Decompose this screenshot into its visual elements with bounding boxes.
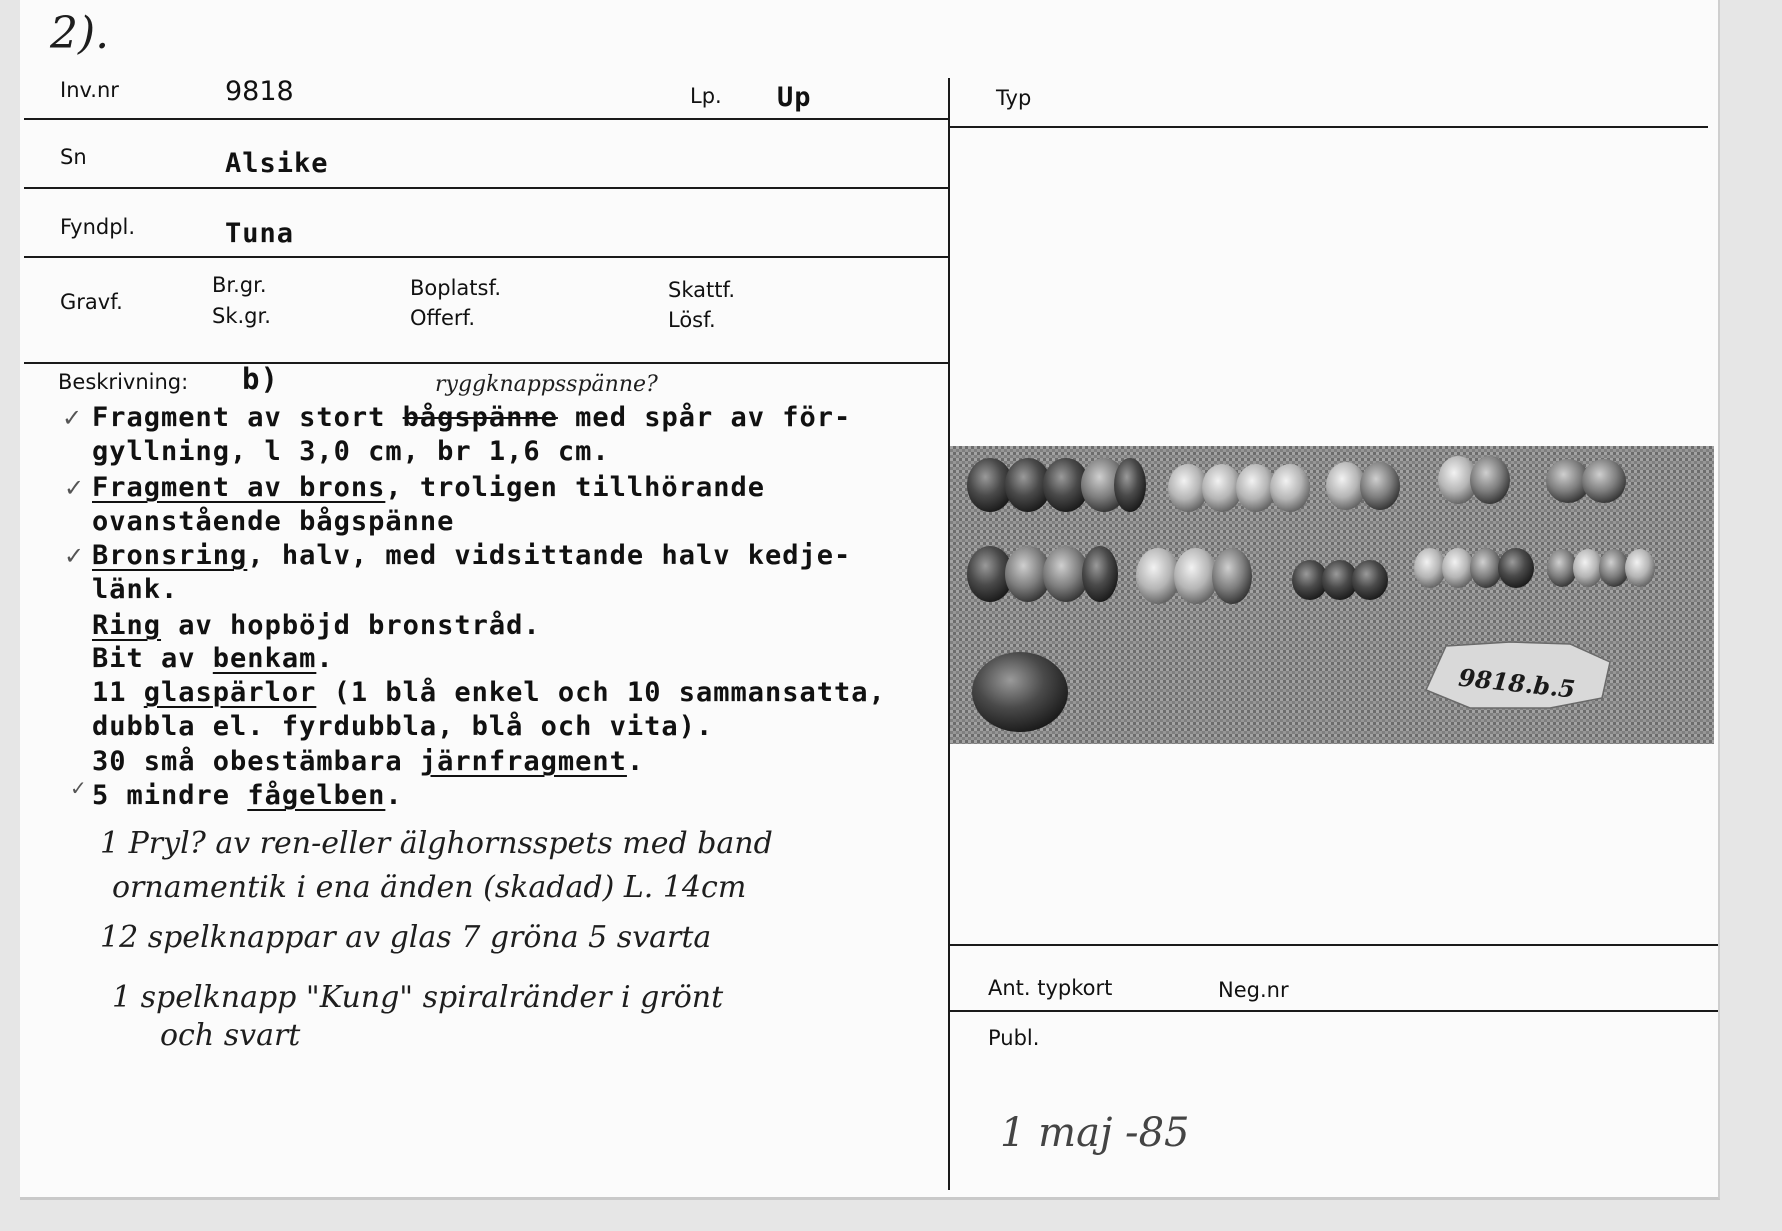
- handwritten-line-2: ornamentik i ena änden (skadad) L. 14cm: [112, 870, 747, 905]
- ant-typkort-label: Ant. typkort: [988, 976, 1113, 1000]
- check-mark: ✓: [64, 474, 85, 502]
- desc-line-8: Bit av benkam.: [92, 643, 334, 674]
- lp-value: Up: [777, 82, 812, 113]
- check-mark: ✓: [70, 776, 87, 800]
- fyndpl-label: Fyndpl.: [60, 215, 136, 239]
- sk-gr-label: Sk.gr.: [212, 304, 271, 328]
- typ-label: Typ: [996, 86, 1032, 110]
- skattf-label: Skattf.: [668, 278, 735, 302]
- boplatsf-label: Boplatsf.: [410, 276, 502, 300]
- handwritten-line-5: och svart: [160, 1018, 301, 1053]
- rule-header: [24, 118, 948, 120]
- offerf-label: Offerf.: [410, 306, 476, 330]
- description-section: b): [242, 362, 279, 396]
- handwritten-line-4: 1 spelknapp "Kung" spiralränder i grönt: [112, 980, 724, 1015]
- desc-line-6: länk.: [92, 574, 179, 605]
- desc-line-9: 11 glaspärlor (1 blå enkel och 10 sammansatta,: [92, 677, 886, 708]
- check-mark: ✓: [64, 542, 85, 570]
- date-note: 1 maj -85: [1000, 1110, 1190, 1156]
- description-label: Beskrivning:: [58, 370, 189, 394]
- desc-line-2: gyllning, l 3,0 cm, br 1,6 cm.: [92, 436, 610, 467]
- rule-ant: [950, 1010, 1718, 1012]
- losf-label: Lösf.: [668, 308, 716, 332]
- single-bead: [972, 652, 1068, 732]
- publ-label: Publ.: [988, 1026, 1040, 1050]
- rule-gravf: [24, 362, 948, 364]
- rule-fyndpl: [24, 256, 948, 258]
- neg-nr-label: Neg.nr: [1218, 978, 1289, 1002]
- desc-line-10: dubbla el. fyrdubbla, blå och vita).: [92, 711, 714, 742]
- desc-line-3: Fragment av brons, troligen tillhörande: [92, 472, 765, 503]
- inv-nr-label: Inv.nr: [60, 78, 119, 102]
- photo-label-tag: [1426, 642, 1610, 708]
- rule-sn: [24, 187, 948, 189]
- bead-group: [967, 458, 1146, 512]
- desc-line-11: 30 små obestämbara järnfragment.: [92, 746, 645, 777]
- desc-line-4: ovanstående bågspänne: [92, 506, 455, 537]
- sn-label: Sn: [60, 145, 87, 169]
- bead-group: [967, 546, 1118, 602]
- annotation-ryggknappsspanne: ryggknappsspänne?: [435, 372, 658, 397]
- inv-nr-value: 9818: [225, 76, 294, 107]
- handwritten-line-1: 1 Pryl? av ren-eller älghornsspets med band: [100, 826, 773, 861]
- br-gr-label: Br.gr.: [212, 273, 267, 297]
- artifact-photo: [950, 446, 1714, 744]
- sn-value: Alsike: [225, 148, 329, 179]
- desc-line-12: 5 mindre fågelben.: [92, 780, 403, 811]
- desc-line-1: Fragment av stort bågspänne med spår av för-: [92, 402, 852, 433]
- handwritten-line-3: 12 spelknappar av glas 7 gröna 5 svarta: [100, 920, 712, 955]
- desc-line-5: Bronsring, halv, med vidsittande halv kedje-: [92, 540, 852, 571]
- rule-photo-bottom: [950, 944, 1718, 946]
- fyndpl-value: Tuna: [225, 218, 295, 249]
- gravf-label: Gravf.: [60, 290, 123, 314]
- photo-label-text: 9818.b.5: [1457, 662, 1577, 704]
- lp-label: Lp.: [690, 84, 722, 108]
- rule-typ: [950, 126, 1708, 128]
- corner-mark: 2).: [50, 8, 110, 59]
- desc-line-7: Ring av hopböjd bronstråd.: [92, 610, 541, 641]
- bead-group: [1136, 548, 1252, 604]
- check-mark: ✓: [62, 404, 83, 432]
- bead-group: [1292, 560, 1388, 600]
